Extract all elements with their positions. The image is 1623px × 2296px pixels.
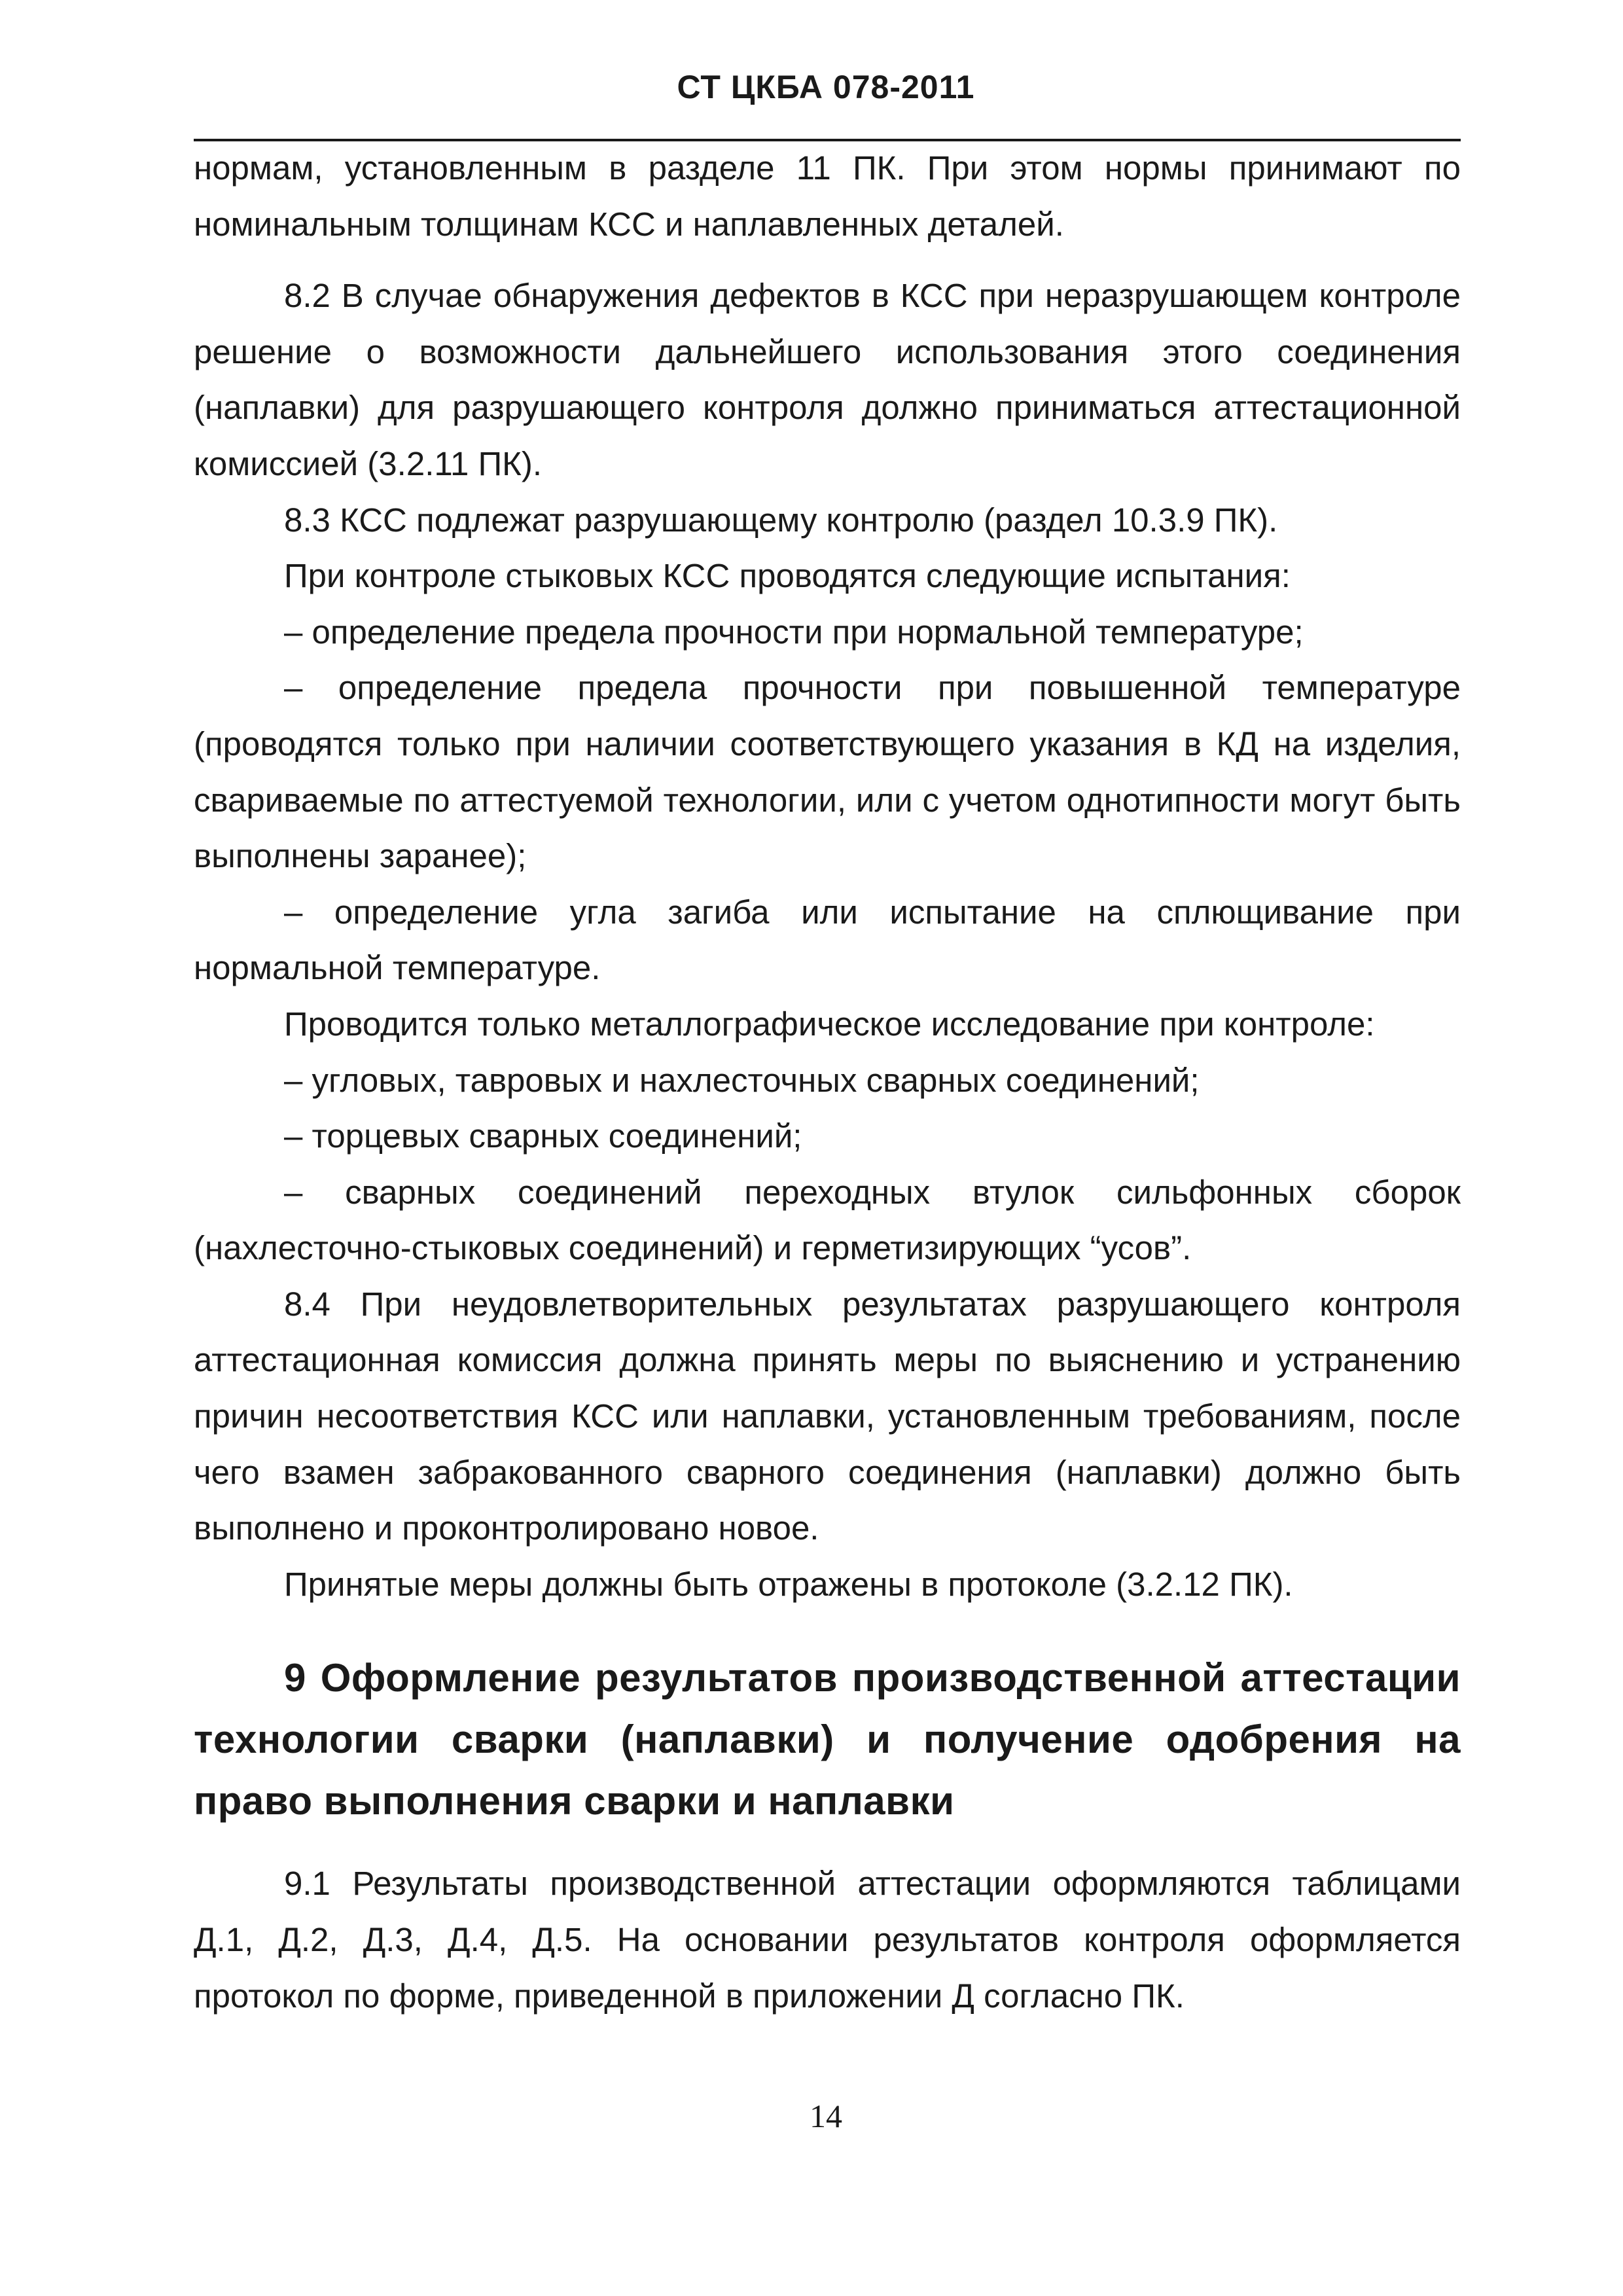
list-item-fillet-joints: – угловых, тавровых и нахлесточных сварных соединений; bbox=[284, 1061, 1200, 1099]
paragraph-9-1: 9.1 Результаты производственной аттестации оформляются таблицами Д.1, Д.2, Д.3, Д.4, Д.5. На основании результатов контроля оформляется протокол по форме, приведенной в приложении Д согласно ПК. bbox=[194, 1865, 1461, 2015]
paragraph-measures-protocol: Принятые меры должны быть отражены в протоколе (3.2.12 ПК). bbox=[284, 1565, 1293, 1603]
list-item-bellows-joints: – сварных соединений переходных втулок сильфонных сборок (нахлесточно-стыковых соединений) и герметизирующих “усов”. bbox=[194, 1173, 1461, 1267]
list-item-bend-test: – определение угла загиба или испытание на сплющивание при нормальной температуре. bbox=[194, 893, 1461, 987]
document-code-header: СТ ЦКБА 078-2011 bbox=[677, 69, 975, 105]
page-number: 14 bbox=[810, 2098, 842, 2134]
document-body bbox=[194, 140, 1461, 2024]
paragraph-continuation: нормам, установленным в разделе 11 ПК. При этом нормы принимают по номинальным толщинам КСС и наплавленных деталей. bbox=[194, 149, 1461, 243]
section-9-heading: 9 Оформление результатов производственной аттестации технологии сварки (наплавки) и получение одобрения на право выполнения сварки и наплавки bbox=[194, 1656, 1461, 1823]
paragraph-butt-tests-intro: При контроле стыковых КСС проводятся следующие испытания: bbox=[284, 557, 1291, 595]
paragraph-8-4: 8.4 При неудовлетворительных результатах разрушающего контроля аттестационная комиссия должна принять меры по выяснению и устранению причин несоответствия КСС или наплавки, установленным требованиям, после чего взамен забракованного сварного соединения (наплавки) должно быть выполнено и проконтролировано новое. bbox=[194, 1285, 1461, 1547]
paragraph-metallography-intro: Проводится только металлографическое исследование при контроле: bbox=[284, 1005, 1375, 1043]
list-item-edge-joints: – торцевых сварных соединений; bbox=[284, 1117, 802, 1155]
paragraph-8-2: 8.2 В случае обнаружения дефектов в КСС при неразрушающем контроле решение о возможности дальнейшего использования этого соединения (наплавки) для разрушающего контроля должно приниматься аттестационной комиссией (3.2.11 ПК). bbox=[194, 277, 1461, 482]
paragraph-8-3: 8.3 КСС подлежат разрушающему контролю (раздел 10.3.9 ПК). bbox=[284, 501, 1278, 539]
list-item-tensile-normal: – определение предела прочности при нормальной температуре; bbox=[284, 613, 1304, 651]
list-item-tensile-elevated: – определение предела прочности при повышенной температуре (проводятся только при наличии соответствующего указания в КД на изделия, свариваемые по аттестуемой технологии, или с учетом однотипности могут быть выполнены заранее); bbox=[194, 669, 1461, 875]
